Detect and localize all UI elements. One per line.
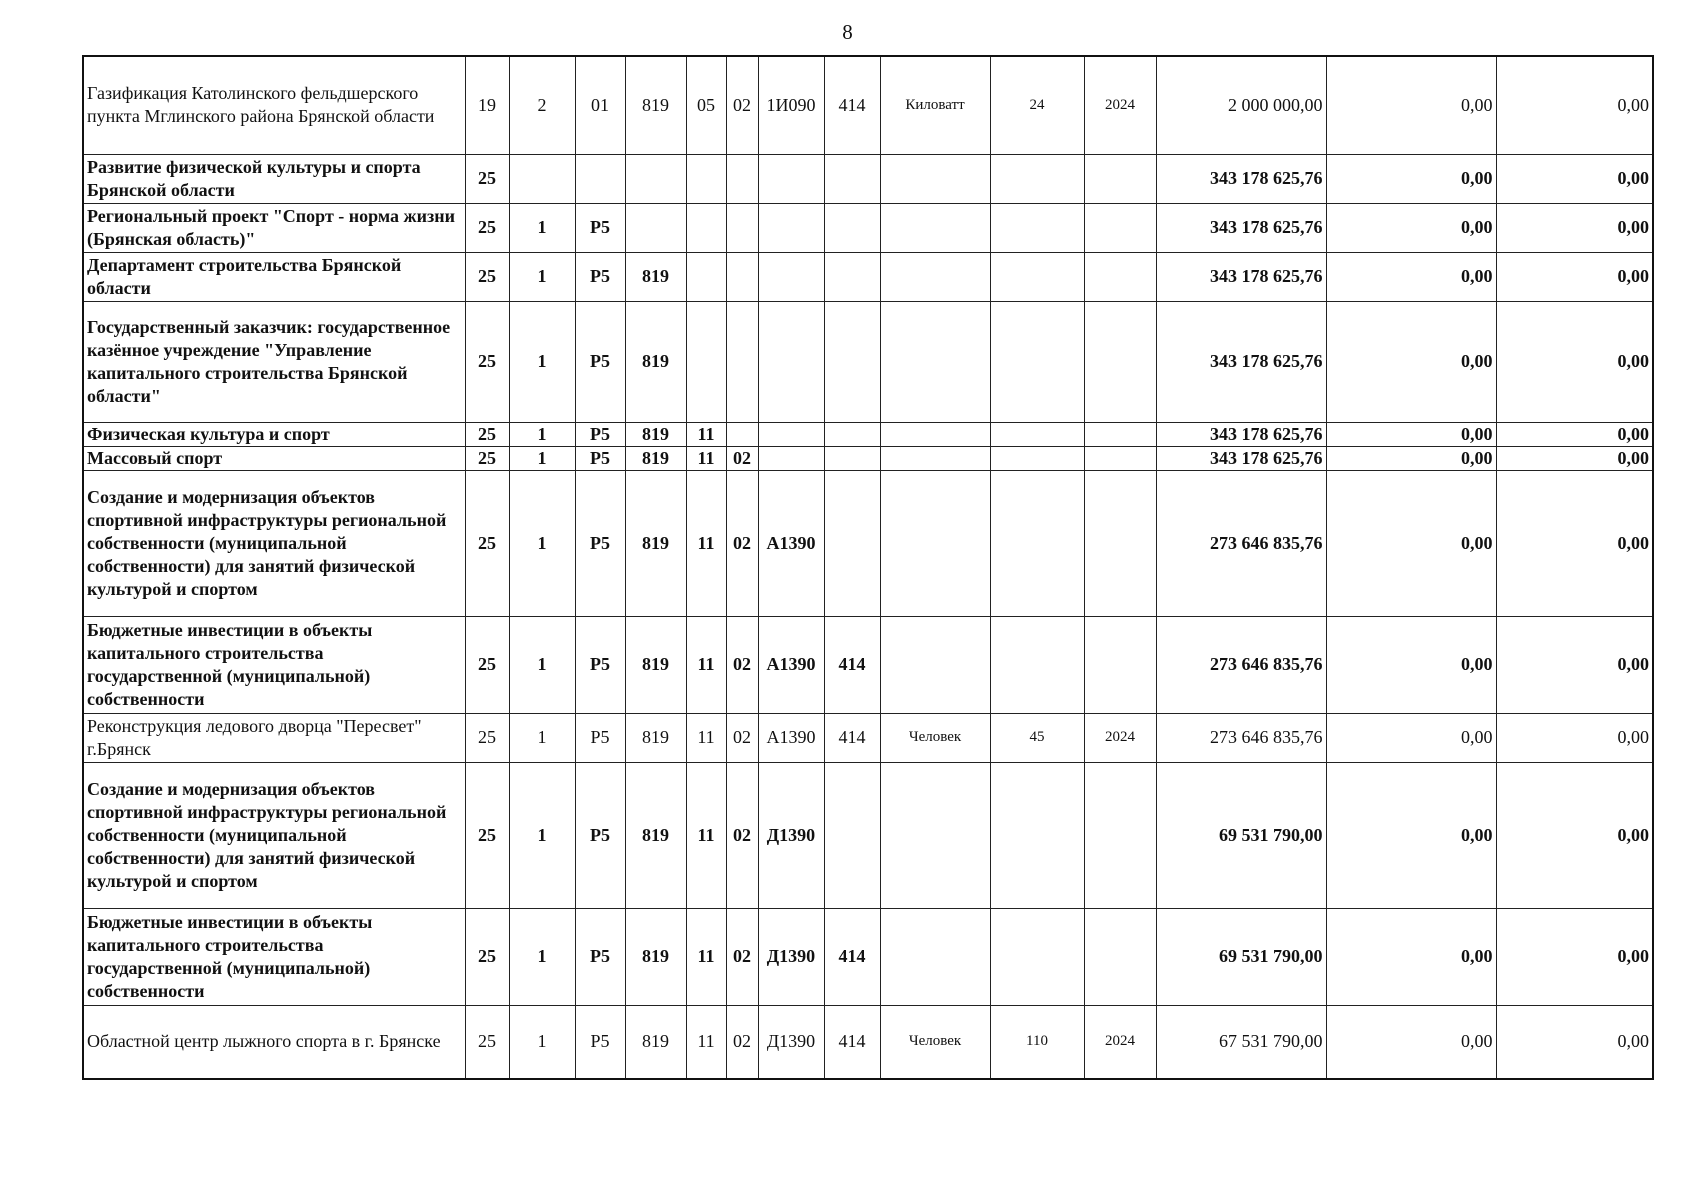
code-cell: P5	[575, 470, 625, 616]
qty-cell: 110	[990, 1005, 1084, 1079]
amount-cell: 69 531 790,00	[1156, 762, 1326, 908]
code-cell: 25	[465, 252, 509, 301]
amount-cell: 0,00	[1496, 908, 1653, 1005]
row-name: Создание и модернизация объектов спортивной инфраструктуры региональной собственности (муниципальной собственности) для занятий физической культурой и спортом	[83, 470, 465, 616]
amount-cell: 0,00	[1326, 154, 1496, 203]
year-cell	[1084, 762, 1156, 908]
amount-cell: 0,00	[1496, 301, 1653, 422]
unit-cell	[880, 446, 990, 470]
code-cell: 25	[465, 616, 509, 713]
row-name: Государственный заказчик: государственное казённое учреждение "Управление капитального строительства Брянской области"	[83, 301, 465, 422]
code-cell: 1	[509, 762, 575, 908]
amount-cell: 343 178 625,76	[1156, 203, 1326, 252]
row-name: Реконструкция ледового дворца "Пересвет" г.Брянск	[83, 713, 465, 762]
code-cell: 819	[625, 1005, 686, 1079]
code-cell: 01	[575, 56, 625, 154]
unit-cell	[880, 470, 990, 616]
code-cell: 25	[465, 1005, 509, 1079]
year-cell: 2024	[1084, 56, 1156, 154]
code-cell	[509, 154, 575, 203]
code-cell: 1	[509, 203, 575, 252]
year-cell	[1084, 446, 1156, 470]
unit-cell	[880, 616, 990, 713]
qty-cell	[990, 908, 1084, 1005]
amount-cell: 273 646 835,76	[1156, 470, 1326, 616]
code-cell	[726, 301, 758, 422]
table-row	[83, 252, 1653, 301]
code-cell	[726, 203, 758, 252]
code-cell: 1	[509, 908, 575, 1005]
code-cell: 414	[824, 616, 880, 713]
code-cell: 1	[509, 470, 575, 616]
year-cell: 2024	[1084, 1005, 1156, 1079]
code-cell: 25	[465, 762, 509, 908]
code-cell: 11	[686, 908, 726, 1005]
table-row	[83, 203, 1653, 252]
table-row	[83, 1005, 1653, 1079]
year-cell	[1084, 252, 1156, 301]
code-cell: P5	[575, 446, 625, 470]
code-cell: A1390	[758, 616, 824, 713]
code-cell: 2	[509, 56, 575, 154]
code-cell: 02	[726, 446, 758, 470]
code-cell	[686, 203, 726, 252]
code-cell: 25	[465, 203, 509, 252]
code-cell: A1390	[758, 470, 824, 616]
amount-cell: 0,00	[1496, 762, 1653, 908]
code-cell	[758, 154, 824, 203]
amount-cell: 0,00	[1326, 470, 1496, 616]
code-cell: P5	[575, 616, 625, 713]
code-cell: 05	[686, 56, 726, 154]
amount-cell: 273 646 835,76	[1156, 713, 1326, 762]
code-cell: 02	[726, 762, 758, 908]
amount-cell: 343 178 625,76	[1156, 422, 1326, 446]
amount-cell: 0,00	[1326, 762, 1496, 908]
code-cell: 11	[686, 446, 726, 470]
row-name: Бюджетные инвестиции в объекты капитального строительства государственной (муниципальной) собственности	[83, 616, 465, 713]
row-name: Создание и модернизация объектов спортивной инфраструктуры региональной собственности (муниципальной собственности) для занятий физической культурой и спортом	[83, 762, 465, 908]
year-cell: 2024	[1084, 713, 1156, 762]
year-cell	[1084, 908, 1156, 1005]
amount-cell: 0,00	[1326, 713, 1496, 762]
year-cell	[1084, 203, 1156, 252]
table-row	[83, 616, 1653, 713]
code-cell: 1	[509, 301, 575, 422]
amount-cell: 0,00	[1326, 1005, 1496, 1079]
year-cell	[1084, 154, 1156, 203]
code-cell	[824, 203, 880, 252]
code-cell: P5	[575, 762, 625, 908]
code-cell: 819	[625, 252, 686, 301]
code-cell: 25	[465, 470, 509, 616]
code-cell	[824, 470, 880, 616]
code-cell	[758, 301, 824, 422]
code-cell: 1	[509, 616, 575, 713]
qty-cell: 24	[990, 56, 1084, 154]
code-cell: 25	[465, 908, 509, 1005]
code-cell: 414	[824, 713, 880, 762]
unit-cell: Человек	[880, 1005, 990, 1079]
amount-cell: 0,00	[1496, 154, 1653, 203]
code-cell: 1	[509, 1005, 575, 1079]
table-row	[83, 908, 1653, 1005]
code-cell: 414	[824, 1005, 880, 1079]
amount-cell: 343 178 625,76	[1156, 301, 1326, 422]
qty-cell	[990, 616, 1084, 713]
amount-cell: 273 646 835,76	[1156, 616, 1326, 713]
amount-cell: 343 178 625,76	[1156, 252, 1326, 301]
code-cell	[758, 446, 824, 470]
row-name: Департамент строительства Брянской области	[83, 252, 465, 301]
code-cell: P5	[575, 203, 625, 252]
amount-cell: 2 000 000,00	[1156, 56, 1326, 154]
code-cell	[686, 301, 726, 422]
amount-cell: 0,00	[1496, 56, 1653, 154]
code-cell	[726, 252, 758, 301]
code-cell: 11	[686, 422, 726, 446]
code-cell: 1	[509, 713, 575, 762]
code-cell: 819	[625, 446, 686, 470]
code-cell	[824, 762, 880, 908]
amount-cell: 0,00	[1326, 252, 1496, 301]
code-cell: 25	[465, 301, 509, 422]
amount-cell: 0,00	[1496, 203, 1653, 252]
table-row	[83, 470, 1653, 616]
amount-cell: 0,00	[1326, 908, 1496, 1005]
table-row	[83, 56, 1653, 154]
amount-cell: 0,00	[1496, 422, 1653, 446]
code-cell: 02	[726, 616, 758, 713]
code-cell: 1	[509, 446, 575, 470]
code-cell: 11	[686, 762, 726, 908]
amount-cell: 343 178 625,76	[1156, 446, 1326, 470]
row-name: Газификация Католинского фельдшерского пункта Мглинского района Брянской области	[83, 56, 465, 154]
code-cell: P5	[575, 301, 625, 422]
code-cell: 819	[625, 422, 686, 446]
code-cell: 02	[726, 908, 758, 1005]
code-cell	[575, 154, 625, 203]
code-cell: 02	[726, 713, 758, 762]
code-cell: 02	[726, 1005, 758, 1079]
unit-cell	[880, 252, 990, 301]
code-cell: 25	[465, 154, 509, 203]
year-cell	[1084, 616, 1156, 713]
code-cell	[726, 422, 758, 446]
row-name: Бюджетные инвестиции в объекты капитального строительства государственной (муниципальной) собственности	[83, 908, 465, 1005]
code-cell: 1	[509, 252, 575, 301]
table-row	[83, 301, 1653, 422]
qty-cell	[990, 446, 1084, 470]
code-cell	[686, 154, 726, 203]
row-name: Развитие физической культуры и спорта Брянской области	[83, 154, 465, 203]
code-cell: 414	[824, 908, 880, 1005]
code-cell: 25	[465, 446, 509, 470]
table-row	[83, 713, 1653, 762]
code-cell	[726, 154, 758, 203]
row-name: Физическая культура и спорт	[83, 422, 465, 446]
amount-cell: 0,00	[1326, 301, 1496, 422]
code-cell: P5	[575, 252, 625, 301]
code-cell: Д1390	[758, 762, 824, 908]
amount-cell: 69 531 790,00	[1156, 908, 1326, 1005]
code-cell	[824, 154, 880, 203]
unit-cell	[880, 154, 990, 203]
table-row	[83, 422, 1653, 446]
code-cell: 1И090	[758, 56, 824, 154]
code-cell: 819	[625, 713, 686, 762]
code-cell	[824, 301, 880, 422]
unit-cell	[880, 762, 990, 908]
unit-cell	[880, 422, 990, 446]
amount-cell: 0,00	[1326, 446, 1496, 470]
code-cell: 11	[686, 1005, 726, 1079]
table-row	[83, 154, 1653, 203]
qty-cell	[990, 762, 1084, 908]
amount-cell: 343 178 625,76	[1156, 154, 1326, 203]
code-cell: 02	[726, 470, 758, 616]
code-cell: 11	[686, 616, 726, 713]
amount-cell: 0,00	[1496, 616, 1653, 713]
code-cell	[758, 252, 824, 301]
table-row	[83, 446, 1653, 470]
code-cell: P5	[575, 422, 625, 446]
code-cell: 819	[625, 908, 686, 1005]
code-cell: 19	[465, 56, 509, 154]
code-cell	[824, 422, 880, 446]
code-cell: 25	[465, 422, 509, 446]
amount-cell: 0,00	[1496, 713, 1653, 762]
code-cell	[625, 154, 686, 203]
code-cell: 819	[625, 470, 686, 616]
unit-cell: Человек	[880, 713, 990, 762]
code-cell: 02	[726, 56, 758, 154]
code-cell: A1390	[758, 713, 824, 762]
code-cell	[758, 422, 824, 446]
qty-cell	[990, 301, 1084, 422]
code-cell	[758, 203, 824, 252]
amount-cell: 0,00	[1496, 252, 1653, 301]
code-cell: 819	[625, 616, 686, 713]
qty-cell	[990, 470, 1084, 616]
row-name: Областной центр лыжного спорта в г. Брянске	[83, 1005, 465, 1079]
code-cell: 819	[625, 762, 686, 908]
code-cell: P5	[575, 713, 625, 762]
row-name: Массовый спорт	[83, 446, 465, 470]
page-number: 8	[842, 20, 853, 44]
amount-cell: 0,00	[1326, 56, 1496, 154]
qty-cell	[990, 203, 1084, 252]
year-cell	[1084, 422, 1156, 446]
code-cell: P5	[575, 1005, 625, 1079]
code-cell: P5	[575, 908, 625, 1005]
unit-cell	[880, 301, 990, 422]
code-cell: 414	[824, 56, 880, 154]
code-cell: Д1390	[758, 908, 824, 1005]
code-cell	[625, 203, 686, 252]
row-name: Региональный проект "Спорт - норма жизни (Брянская область)"	[83, 203, 465, 252]
code-cell	[686, 252, 726, 301]
amount-cell: 0,00	[1326, 422, 1496, 446]
amount-cell: 0,00	[1496, 470, 1653, 616]
code-cell: Д1390	[758, 1005, 824, 1079]
code-cell: 25	[465, 713, 509, 762]
qty-cell	[990, 252, 1084, 301]
code-cell: 1	[509, 422, 575, 446]
qty-cell	[990, 422, 1084, 446]
budget-table	[82, 55, 1654, 1080]
year-cell	[1084, 301, 1156, 422]
code-cell	[824, 446, 880, 470]
unit-cell	[880, 203, 990, 252]
table-row	[83, 762, 1653, 908]
qty-cell	[990, 154, 1084, 203]
amount-cell: 0,00	[1326, 616, 1496, 713]
unit-cell	[880, 908, 990, 1005]
amount-cell: 0,00	[1496, 1005, 1653, 1079]
unit-cell: Киловатт	[880, 56, 990, 154]
code-cell	[824, 252, 880, 301]
code-cell: 819	[625, 56, 686, 154]
code-cell: 819	[625, 301, 686, 422]
year-cell	[1084, 470, 1156, 616]
code-cell: 11	[686, 470, 726, 616]
amount-cell: 0,00	[1496, 446, 1653, 470]
amount-cell: 67 531 790,00	[1156, 1005, 1326, 1079]
code-cell: 11	[686, 713, 726, 762]
amount-cell: 0,00	[1326, 203, 1496, 252]
qty-cell: 45	[990, 713, 1084, 762]
